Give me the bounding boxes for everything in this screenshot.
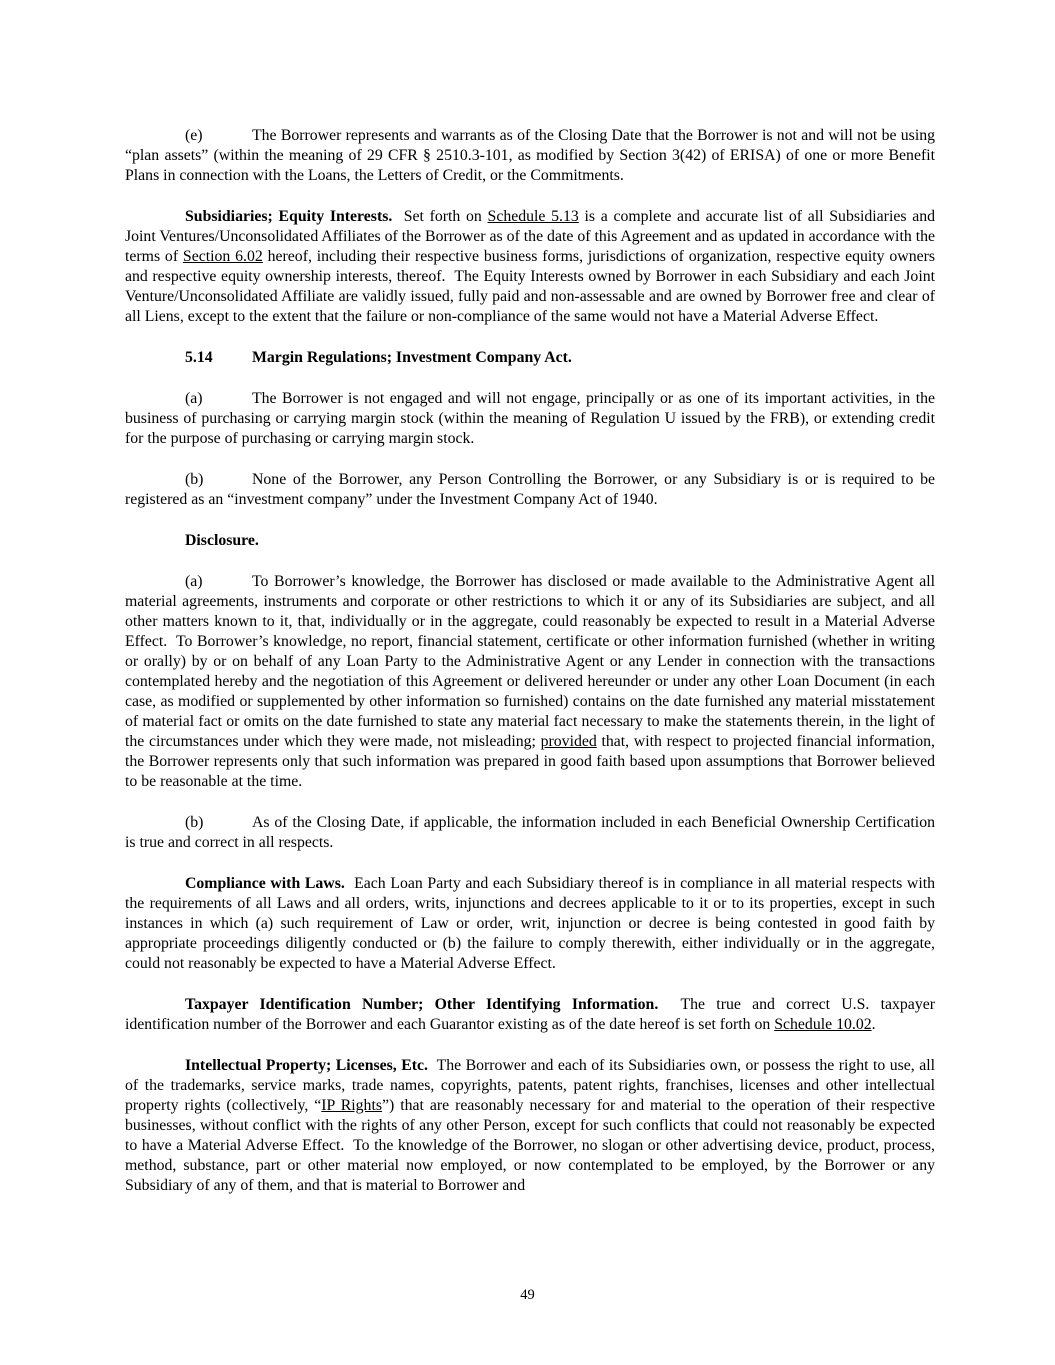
section-heading xyxy=(125,348,935,368)
paragraph-label: (b) xyxy=(185,814,204,831)
section-heading xyxy=(125,531,935,551)
text-run: Schedule 10.02 xyxy=(774,1016,872,1033)
text-run: Each Loan Party and each Subsidiary thereof is in compliance in all material respects with the requirements of all Laws and all orders, writs, injunctions and decrees applicable to it or to its properties, except in such instances in which (a) such requirement of Law or order, writ, injunction or decree is being contested in good faith by appropriate proceedings diligently conducted or (b) the failure to comply therewith, either individually or in the aggregate, could not reasonably be expected to have a Material Adverse Effect. xyxy=(125,875,935,972)
paragraph-label: (b) xyxy=(185,471,204,488)
page-number: 49 xyxy=(520,1287,535,1303)
text-run: Disclosure. xyxy=(185,532,259,549)
text-run: Section 6.02 xyxy=(182,248,263,265)
text-run: To Borrower’s knowledge, the Borrower has disclosed or made available to the Administrative Agent all material agreements, instruments and corporate or other restrictions to which it or any of its Subsidiaries are subject, and all other matters known to it, that, individually or in the aggregate, could reasonably be expected to result in a Material Adverse Effect. To Borrower’s knowledge, no report, financial statement, certificate or other information furnished (whether in writing or orally) by or on behalf of any Loan Party to the Administrative Agent or any Lender in connection with the transactions contemplated hereby and the negotiation of this Agreement or delivered hereunder or under any other Loan Document (in each case, as modified or supplemented by other information so furnished) contains on the date furnished any material misstatement of material fact or omits on the date furnished to state any material fact necessary to make the statements therein, in the light of the circumstances under which they were made, not misleading; xyxy=(125,573,935,750)
paragraph xyxy=(125,995,935,1035)
text-run: hereof, including their respective business forms, jurisdictions of organization, respective equity owners and respective equity ownership interests, thereof. The Equity Interests owned by Borrower in each Subsidiary and each Joint Venture/Unconsolidated Affiliate are validly issued, fully paid and non-assessable and are owned by Borrower free and clear of all Liens, except to the extent that the failure or non-compliance of the same would not have a Material Adverse Effect. xyxy=(125,248,936,325)
text-run: IP Rights xyxy=(321,1097,382,1114)
text-run: Intellectual Property; Licenses, Etc. xyxy=(185,1057,428,1074)
text-run: . xyxy=(871,1016,876,1033)
paragraph-label: (a) xyxy=(185,573,203,590)
paragraph xyxy=(125,470,935,510)
text-run: that, with respect to projected financial information, the Borrower represents only that such information was prepared in good faith based upon assumptions that Borrower believed to be reasonable at the time. xyxy=(125,733,935,790)
paragraph xyxy=(125,389,935,449)
paragraph xyxy=(125,126,935,186)
text-run: ”) that are reasonably necessary for and material to the operation of their respective businesses, without conflict with the rights of any other Person, except for such conflicts that could not reasonably be expected to have a Material Adverse Effect. To the knowledge of the Borrower, no slogan or other advertising device, product, process, method, substance, part or other material now employed, or now contemplated to be employed, by the Borrower or any Subsidiary of any of them, and that is material to Borrower and xyxy=(125,1097,935,1194)
text-run: The Borrower represents and warrants as of the Closing Date that the Borrower is not and will not be using “plan assets” (within the meaning of 29 CFR § 2510.3-101, as modified by Section 3(42) of ERISA) of one or more Benefit Plans in connection with the Loans, the Letters of Credit, or the Commitments. xyxy=(125,127,935,184)
text-run: The Borrower is not engaged and will not engage, principally or as one of its important activities, in the business of purchasing or carrying margin stock (within the meaning of Regulation U issued by the FRB), or extending credit for the purpose of purchasing or carrying margin stock. xyxy=(125,390,935,447)
text-run: None of the Borrower, any Person Controlling the Borrower, or any Subsidiary is or is required to be registered as an “investment company” under the Investment Company Act of 1940. xyxy=(125,471,935,508)
text-run: is a complete and accurate list of all Subsidiaries and Joint Ventures/Unconsolidated Affiliates of the Borrower as of the date of this Agreement and as updated in accordance with the terms of xyxy=(125,208,936,265)
text-run: Schedule 5.13 xyxy=(487,208,579,225)
paragraph xyxy=(125,874,935,974)
text-run: Set forth on xyxy=(392,208,488,225)
text-run: Margin Regulations; Investment Company Act. xyxy=(252,349,572,366)
text-run: Taxpayer Identification Number; Other Identifying Information. xyxy=(185,996,659,1013)
text-run: The true and correct U.S. taxpayer identification number of the Borrower and each Guarantor existing as of the date hereof is set forth on xyxy=(125,996,935,1033)
paragraph xyxy=(125,813,935,853)
paragraph-label: (a) xyxy=(185,390,203,407)
document-body xyxy=(125,126,935,1217)
text-run: Compliance with Laws. xyxy=(185,875,345,892)
paragraph xyxy=(125,1056,935,1196)
text-run: As of the Closing Date, if applicable, the information included in each Beneficial Ownership Certification is true and correct in all respects. xyxy=(125,814,935,851)
paragraph xyxy=(125,207,935,327)
text-run: Subsidiaries; Equity Interests. xyxy=(185,208,393,225)
text-run: The Borrower and each of its Subsidiaries own, or possess the right to use, all of the trademarks, service marks, trade names, copyrights, patents, patent rights, franchises, licenses and other intellectual property rights (collectively, “ xyxy=(125,1057,935,1114)
paragraph-label: (e) xyxy=(185,127,203,144)
paragraph-label: 5.14 xyxy=(185,349,213,366)
text-run: provided xyxy=(540,733,597,750)
paragraph xyxy=(125,572,935,792)
